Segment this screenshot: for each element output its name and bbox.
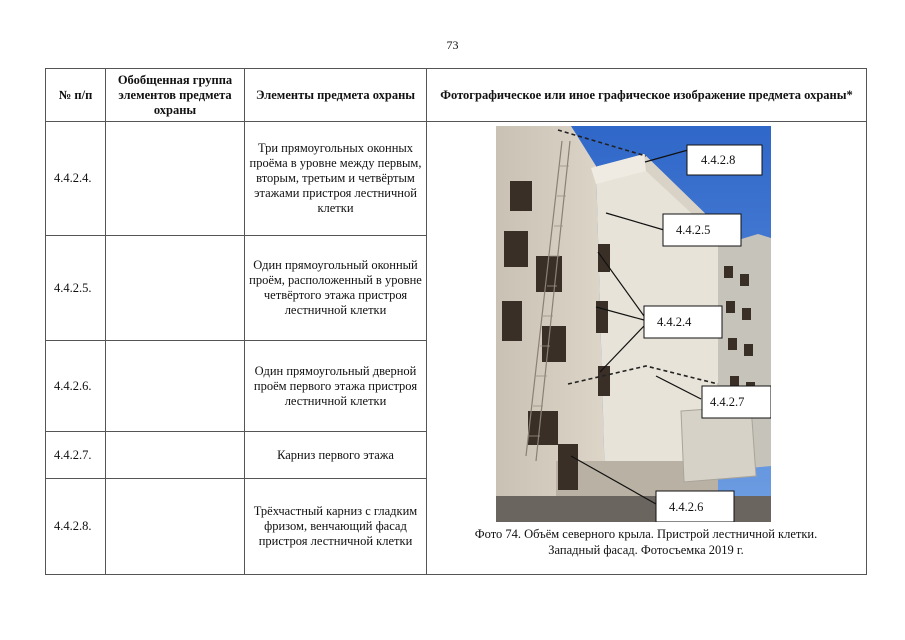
table-header-row (46, 69, 867, 122)
row-group (106, 432, 245, 479)
row-group (106, 479, 245, 575)
callout-4-4-2-5: 4.4.2.5 (676, 223, 711, 237)
callout-4-4-2-8: 4.4.2.8 (701, 153, 736, 167)
page-number: 73 (446, 38, 459, 52)
callout-4-4-2-6: 4.4.2.6 (669, 500, 704, 514)
photo-caption (427, 526, 865, 558)
heritage-elements-table (45, 68, 867, 575)
header-image: Фотографическое или иное графическое изображение предмета охраны* (427, 69, 867, 122)
row-number: 4.4.2.4. (46, 122, 106, 236)
callout-4-4-2-4: 4.4.2.4 (657, 315, 692, 329)
row-element: Карниз первого этажа (245, 432, 427, 479)
row-number: 4.4.2.5. (46, 236, 106, 341)
row-number: 4.4.2.6. (46, 341, 106, 432)
caption-line-1: Фото 74. Объём северного крыла. Пристрой лестничной клетки. (474, 527, 818, 541)
header-elements: Элементы предмета охраны (245, 69, 427, 122)
building-photo (496, 126, 771, 522)
row-element: Три прямоугольных оконных проёма в уровне между первым, вторым, третьим и четвёртым этажами пристроя лестничной клетки (245, 122, 427, 236)
row-element: Один прямоугольный дверной проём первого этажа пристроя лестничной клетки (245, 341, 427, 432)
row-group (106, 341, 245, 432)
row-group (106, 122, 245, 236)
row-element: Один прямоугольный оконный проём, расположенный в уровне четвёртого этажа пристроя лестничной клетки (245, 236, 427, 341)
row-element: Трёхчастный карниз с гладким фризом, венчающий фасад пристроя лестничной клетки (245, 479, 427, 575)
callout-4-4-2-7: 4.4.2.7 (710, 395, 745, 409)
row-number: 4.4.2.8. (46, 479, 106, 575)
header-group: Обобщенная группа элементов предмета охраны (106, 69, 245, 122)
table-row (46, 122, 867, 236)
header-number: № п/п (46, 69, 106, 122)
caption-line-2: Западный фасад. Фотосъемка 2019 г. (548, 543, 744, 557)
photo-cell (427, 122, 867, 575)
row-group (106, 236, 245, 341)
row-number: 4.4.2.7. (46, 432, 106, 479)
